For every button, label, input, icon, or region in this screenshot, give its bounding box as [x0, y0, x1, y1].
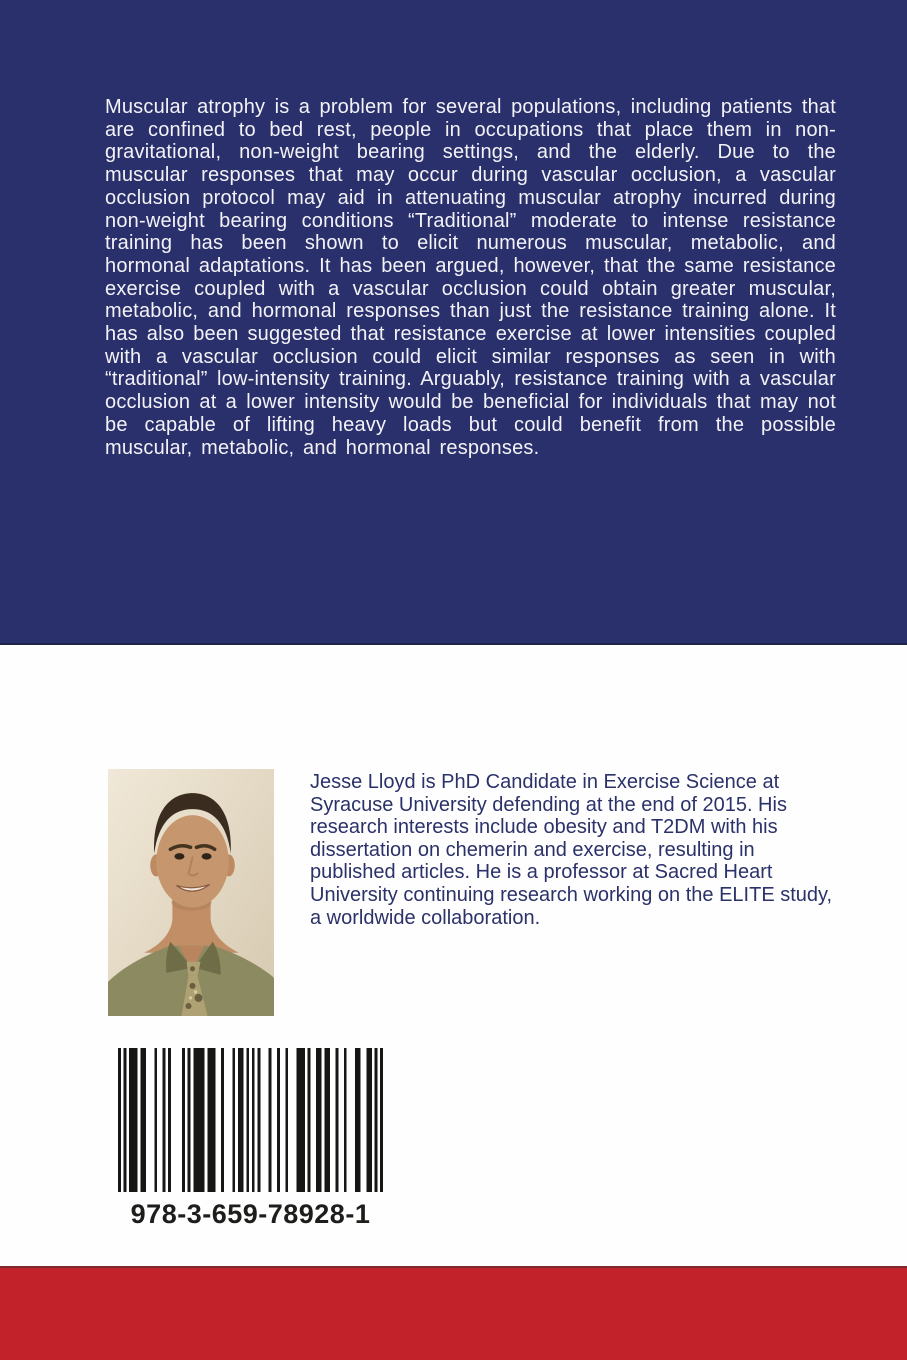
author-portrait-illustration [108, 769, 274, 1016]
author-photo [108, 769, 274, 1016]
author-bio-text: Jesse Lloyd is PhD Candidate in Exercise Science at Syracuse University defending at the end of 2015. His research interests include obesity and T2DM with his dissertation on chemerin and exercise, resulting in published articles. He is a professor at Sacred Heart University continuing research working on the ELITE study, a worldwide collaboration. [310, 771, 833, 929]
isbn-barcode-block [118, 1048, 383, 1230]
red-footer-stripe [0, 1266, 907, 1360]
synopsis-panel [0, 0, 907, 645]
barcode [118, 1048, 383, 1192]
author-section [0, 645, 907, 1266]
synopsis-text: Muscular atrophy is a problem for several populations, including patients that are confined to bed rest, people in occupations that place them in non-gravitational, non-weight bearing settings, and the elderly. Due to the muscular responses that may occur during vascular occlusion, a vascular occlusion protocol may aid in attenuating muscular atrophy incurred during non-weight bearing conditions “Traditional” moderate to intense resistance training has been shown to elicit numerous muscular, metabolic, and hormonal adaptations. It has been argued, however, that the same resistance exercise coupled with a vascular occlusion could obtain greater muscular, metabolic, and hormonal responses than just the resistance training alone. It has also been suggested that resistance exercise at lower intensities coupled with a vascular occlusion could elicit similar responses as seen in with “traditional” low-intensity training. Arguably, resistance training with a vascular occlusion at a lower intensity would be beneficial for individuals that may not be capable of lifting heavy loads but could benefit from the possible muscular, metabolic, and hormonal responses. [105, 96, 836, 459]
isbn-number: 978-3-659-78928-1 [130, 1199, 371, 1229]
